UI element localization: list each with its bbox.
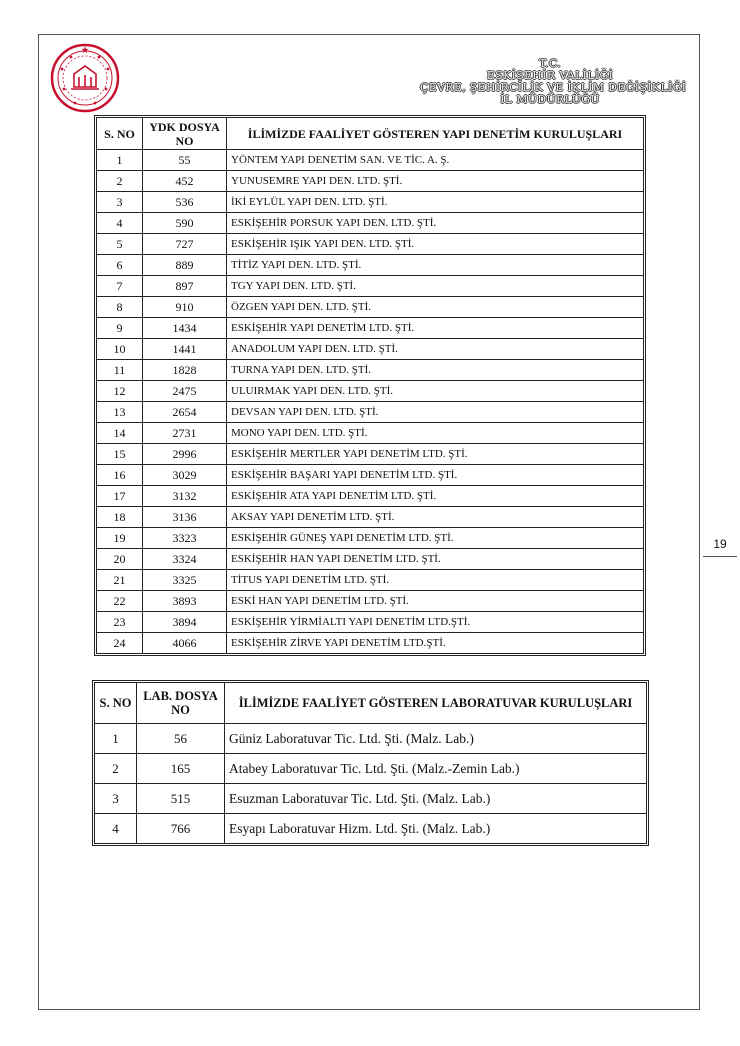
dosya-cell: 3325 — [143, 570, 227, 591]
table-row — [97, 486, 644, 507]
name-cell: YUNUSEMRE YAPI DEN. LTD. ŞTİ. — [227, 171, 644, 192]
name-cell: ESKİŞEHİR GÜNEŞ YAPI DENETİM LTD. ŞTİ. — [227, 528, 644, 549]
name-cell: TİTİZ YAPI DEN. LTD. ŞTİ. — [227, 255, 644, 276]
dosya-cell: 897 — [143, 276, 227, 297]
name-cell: Esyapı Laboratuvar Hizm. Ltd. Şti. (Malz. Lab.) — [225, 814, 647, 844]
table-row — [97, 528, 644, 549]
ministry-seal-icon — [50, 43, 120, 113]
table-row — [97, 213, 644, 234]
sno-cell: 18 — [97, 507, 143, 528]
name-header: İLİMİZDE FAALİYET GÖSTEREN LABORATUVAR KURULUŞLARI — [225, 683, 647, 724]
table-row — [97, 234, 644, 255]
table-row — [97, 150, 644, 171]
dosya-cell: 56 — [137, 724, 225, 754]
sno-cell: 10 — [97, 339, 143, 360]
building-inspection-rows — [97, 150, 644, 654]
sno-cell: 24 — [97, 633, 143, 654]
table-row — [97, 318, 644, 339]
table-row — [97, 633, 644, 654]
table-row — [97, 612, 644, 633]
dosya-cell: 727 — [143, 234, 227, 255]
name-cell: ESKİŞEHİR PORSUK YAPI DEN. LTD. ŞTİ. — [227, 213, 644, 234]
sno-cell: 3 — [95, 784, 137, 814]
dosya-cell: 3323 — [143, 528, 227, 549]
table-row — [97, 171, 644, 192]
table-row — [97, 423, 644, 444]
sno-cell: 2 — [95, 754, 137, 784]
name-cell: Atabey Laboratuvar Tic. Ltd. Şti. (Malz.-Zemin Lab.) — [225, 754, 647, 784]
table-row — [95, 814, 647, 844]
name-cell: ESKİŞEHİR HAN YAPI DENETİM LTD. ŞTİ. — [227, 549, 644, 570]
sno-cell: 15 — [97, 444, 143, 465]
name-cell: Güniz Laboratuvar Tic. Ltd. Şti. (Malz. Lab.) — [225, 724, 647, 754]
laboratory-table — [94, 682, 647, 844]
dosya-cell: 2731 — [143, 423, 227, 444]
sno-cell: 5 — [97, 234, 143, 255]
dosya-cell: 889 — [143, 255, 227, 276]
page-number-rule — [703, 556, 737, 557]
dosya-cell: 452 — [143, 171, 227, 192]
dosya-header: YDK DOSYA NO — [143, 118, 227, 150]
table-row — [97, 276, 644, 297]
name-cell: AKSAY YAPI DENETİM LTD. ŞTİ. — [227, 507, 644, 528]
name-cell: ULUIRMAK YAPI DEN. LTD. ŞTİ. — [227, 381, 644, 402]
sno-cell: 7 — [97, 276, 143, 297]
table-row — [97, 192, 644, 213]
table-row — [97, 339, 644, 360]
dosya-cell: 3136 — [143, 507, 227, 528]
header-line-cevre: ÇEVRE, ŞEHİRCİLİK VE İKLİM DEĞİŞİKLİĞİ — [420, 81, 687, 94]
dosya-cell: 165 — [137, 754, 225, 784]
dosya-cell: 590 — [143, 213, 227, 234]
sno-cell: 1 — [97, 150, 143, 171]
name-cell: DEVSAN YAPI DEN. LTD. ŞTİ. — [227, 402, 644, 423]
name-cell: ÖZGEN YAPI DEN. LTD. ŞTİ. — [227, 297, 644, 318]
sno-cell: 12 — [97, 381, 143, 402]
header-line-tc: T.C. — [539, 57, 561, 70]
sno-cell: 11 — [97, 360, 143, 381]
sno-cell: 19 — [97, 528, 143, 549]
dosya-cell: 55 — [143, 150, 227, 171]
table-row — [97, 255, 644, 276]
dosya-cell: 766 — [137, 814, 225, 844]
name-cell: ESKİŞEHİR YAPI DENETİM LTD. ŞTİ. — [227, 318, 644, 339]
name-cell: MONO YAPI DEN. LTD. ŞTİ. — [227, 423, 644, 444]
table-row — [95, 754, 647, 784]
header-line-valilik: ESKİŞEHİR VALİLİĞİ — [486, 69, 614, 82]
dosya-cell: 910 — [143, 297, 227, 318]
dosya-cell: 4066 — [143, 633, 227, 654]
sno-cell: 17 — [97, 486, 143, 507]
table-row — [97, 591, 644, 612]
table-row — [95, 784, 647, 814]
dosya-cell: 2475 — [143, 381, 227, 402]
table-row — [95, 724, 647, 754]
dosya-cell: 2996 — [143, 444, 227, 465]
sno-cell: 16 — [97, 465, 143, 486]
name-cell: ESKİŞEHİR ZİRVE YAPI DENETİM LTD.ŞTİ. — [227, 633, 644, 654]
table-header-row — [97, 118, 644, 150]
name-cell: ESKİŞEHİR MERTLER YAPI DENETİM LTD. ŞTİ. — [227, 444, 644, 465]
dosya-cell: 3029 — [143, 465, 227, 486]
table-row — [97, 465, 644, 486]
dosya-cell: 536 — [143, 192, 227, 213]
name-cell: ESKİŞEHİR IŞIK YAPI DEN. LTD. ŞTİ. — [227, 234, 644, 255]
name-cell: YÖNTEM YAPI DENETİM SAN. VE TİC. A. Ş. — [227, 150, 644, 171]
sno-cell: 3 — [97, 192, 143, 213]
dosya-cell: 515 — [137, 784, 225, 814]
sno-cell: 6 — [97, 255, 143, 276]
dosya-cell: 1828 — [143, 360, 227, 381]
sno-cell: 13 — [97, 402, 143, 423]
name-cell: ANADOLUM YAPI DEN. LTD. ŞTİ. — [227, 339, 644, 360]
dosya-header: LAB. DOSYA NO — [137, 683, 225, 724]
sno-header: S. NO — [97, 118, 143, 150]
name-cell: TİTUS YAPI DENETİM LTD. ŞTİ. — [227, 570, 644, 591]
ministry-header — [420, 57, 687, 106]
header-line-mudurluk: İL MÜDÜRLÜĞÜ — [500, 93, 600, 106]
sno-cell: 22 — [97, 591, 143, 612]
table-row — [97, 360, 644, 381]
name-cell: TURNA YAPI DEN. LTD. ŞTİ. — [227, 360, 644, 381]
sno-cell: 14 — [97, 423, 143, 444]
name-cell: TGY YAPI DEN. LTD. ŞTİ. — [227, 276, 644, 297]
table-row — [97, 381, 644, 402]
name-cell: ESKİŞEHİR YİRMİALTI YAPI DENETİM LTD.ŞTİ. — [227, 612, 644, 633]
dosya-cell: 2654 — [143, 402, 227, 423]
table-row — [97, 570, 644, 591]
sno-cell: 1 — [95, 724, 137, 754]
name-header: İLİMİZDE FAALİYET GÖSTEREN YAPI DENETİM KURULUŞLARI — [227, 118, 644, 150]
table-header-row — [95, 683, 647, 724]
table-row — [97, 444, 644, 465]
table-row — [97, 549, 644, 570]
name-cell: ESKİ HAN YAPI DENETİM LTD. ŞTİ. — [227, 591, 644, 612]
name-cell: ESKİŞEHİR BAŞARI YAPI DENETİM LTD. ŞTİ. — [227, 465, 644, 486]
sno-cell: 9 — [97, 318, 143, 339]
dosya-cell: 1441 — [143, 339, 227, 360]
building-inspection-table — [96, 117, 644, 654]
dosya-cell: 3324 — [143, 549, 227, 570]
sno-cell: 20 — [97, 549, 143, 570]
sno-cell: 21 — [97, 570, 143, 591]
sno-cell: 4 — [97, 213, 143, 234]
table-row — [97, 297, 644, 318]
sno-cell: 2 — [97, 171, 143, 192]
laboratory-rows — [95, 724, 647, 844]
page-number: 19 — [713, 537, 727, 551]
sno-cell: 4 — [95, 814, 137, 844]
dosya-cell: 3893 — [143, 591, 227, 612]
name-cell: Esuzman Laboratuvar Tic. Ltd. Şti. (Malz. Lab.) — [225, 784, 647, 814]
name-cell: ESKİŞEHİR ATA YAPI DENETİM LTD. ŞTİ. — [227, 486, 644, 507]
sno-cell: 23 — [97, 612, 143, 633]
table-row — [97, 402, 644, 423]
dosya-cell: 1434 — [143, 318, 227, 339]
dosya-cell: 3894 — [143, 612, 227, 633]
dosya-cell: 3132 — [143, 486, 227, 507]
name-cell: İKİ EYLÜL YAPI DEN. LTD. ŞTİ. — [227, 192, 644, 213]
sno-cell: 8 — [97, 297, 143, 318]
table-row — [97, 507, 644, 528]
sno-header: S. NO — [95, 683, 137, 724]
